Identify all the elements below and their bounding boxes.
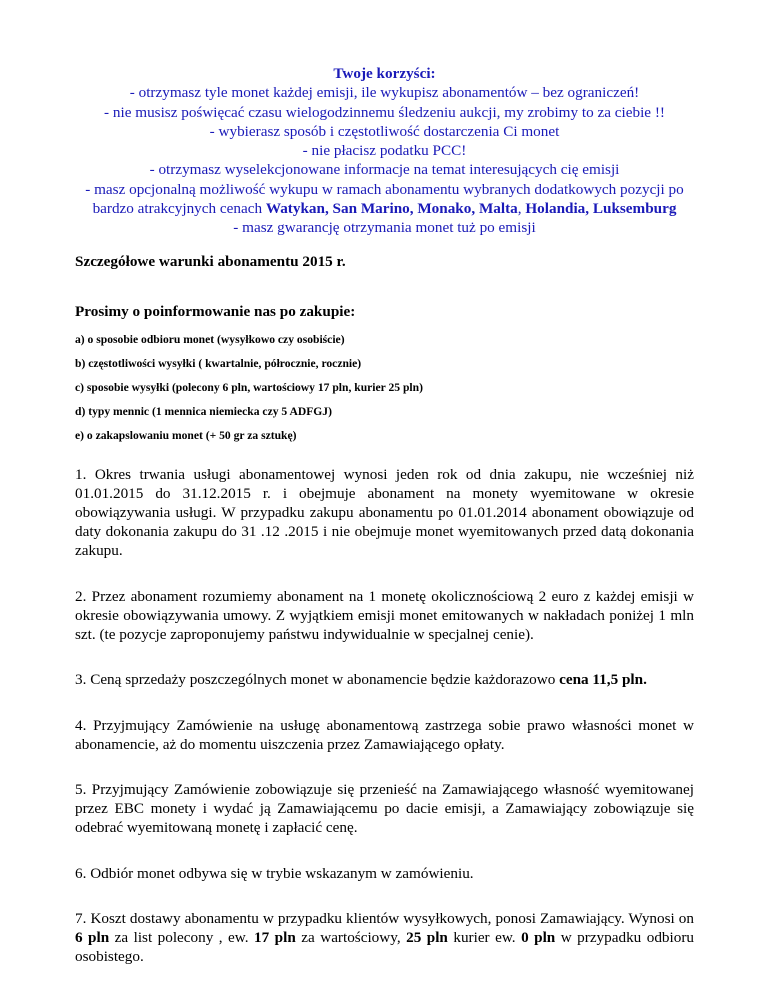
option-b: b) częstotliwości wysyłki ( kwartalnie, półrocznie, rocznie) — [75, 356, 362, 370]
paragraph-7-text: 7. Koszt dostawy abonamentu w przypadku klientów wysyłkowych, ponosi Zamawiający. Wynosi on — [75, 909, 694, 927]
pickup-price: 0 pln — [521, 928, 556, 946]
paragraph-2: 2. Przez abonament rozumiemy abonament na 1 monetę okolicznościową 2 euro z każdej emisji w okresie obowiązywania umowy. Z wyjątkiem emisji monet emitowanych w nakładach poniżej 1 mln szt. (te pozycje zaproponujemy państwu indywidualnie w specjalnej cenie). — [75, 587, 694, 644]
paragraph-3-text: 3. Ceną sprzedaży poszczególnych monet w abonamencie będzie każdorazowo — [75, 671, 560, 689]
paragraph-5: 5. Przyjmujący Zamówienie zobowiązuje się przenieść na Zamawiającego własność wyemitowanej przez EBC monety i wydać ją Zamawiającemu po dacie emisji, a Zamawiający zobowiązuje się odebrać wyemitowaną monetę i zapłacić cenę. — [75, 780, 694, 837]
paragraph-7-text: za wartościowy, — [295, 928, 407, 946]
courier-price: 25 pln — [406, 928, 448, 946]
benefit-item: - nie musisz poświęcać czasu wielogodzinnemu śledzeniu aukcji, my zrobimy to za ciebie !! — [104, 103, 665, 121]
price-value: cena 11,5 pln. — [559, 671, 647, 689]
document-page — [75, 64, 694, 966]
countries-separator: , — [517, 200, 526, 218]
benefit-item: - wybierasz sposób i częstotliwość dostarczenia Ci monet — [209, 122, 560, 140]
benefit-item: - otrzymasz tyle monet każdej emisji, ile wykupisz abonamentów – bez ograniczeń! — [129, 84, 640, 102]
conditions-heading: Szczegółowe warunki abonamentu 2015 r. — [75, 252, 346, 270]
option-line-1: - masz opcjonalną możliwość wykupu w ramach abonamentu wybranych dodatkowych pozycji po — [85, 180, 684, 198]
paragraph-7 — [75, 909, 694, 967]
benefit-item: - otrzymasz wyselekcjonowane informacje na temat interesujących cię emisji — [149, 161, 620, 179]
option-d: d) typy mennic (1 mennica niemiecka czy 5 ADFGJ) — [75, 404, 332, 418]
benefits-title: Twoje korzyści: — [333, 65, 436, 82]
benefits-section — [75, 64, 694, 238]
request-heading: Prosimy o poinformowanie nas po zakupie: — [75, 302, 356, 320]
registered-price: 6 pln — [75, 928, 110, 946]
countries-list: Watykan, San Marino, Monako, Malta — [265, 200, 518, 218]
paragraph-1: 1. Okres trwania usługi abonamentowej wynosi jeden rok od dnia zakupu, nie wcześniej niż 01.01.2015 do 31.12.2015 r. i obejmuje abonament na monety wyemitowane w okresie obowiązywania usługi. W przypadku zakupu abonamentu po 01.01.2014 abonament obowiązuje od daty dokonania zakupu do 31 .12 .2015 i nie obejmuje monet wyemitowanych przed datą dokonania zakupu. — [75, 465, 694, 560]
benefit-item: - nie płacisz podatku PCC! — [302, 142, 467, 160]
paragraph-6: 6. Odbiór monet odbywa się w trybie wskazanym w zamówieniu. — [75, 864, 474, 882]
valuable-price: 17 pln — [254, 928, 296, 946]
paragraph-7-text: za list polecony , ew. — [109, 928, 255, 946]
benefit-item-option — [75, 180, 694, 219]
paragraph-4: 4. Przyjmujący Zamówienie na usługę abonamentową zastrzega sobie prawo własności monet w abonamencie, aż do momentu uiszczenia przez Zamawiającego opłaty. — [75, 716, 694, 753]
options-list — [75, 333, 694, 443]
option-a: a) o sposobie odbioru monet (wysyłkowo czy osobiście) — [75, 332, 345, 346]
paragraph-7-text: kurier ew. — [447, 928, 522, 946]
benefit-item: - masz gwarancję otrzymania monet tuż po emisji — [233, 219, 536, 237]
paragraph-7-text: w przypadku odbioru osobistego. — [75, 928, 694, 966]
option-e: e) o zakapslowaniu monet (+ 50 gr za sztukę) — [75, 428, 297, 442]
option-c: c) sposobie wysyłki (polecony 6 pln, wartościowy 17 pln, kurier 25 pln) — [75, 380, 423, 394]
option-line-2: bardzo atrakcyjnych cenach — [92, 200, 266, 218]
countries-list-2: Holandia, Luksemburg — [525, 200, 677, 218]
paragraph-3 — [75, 670, 694, 689]
